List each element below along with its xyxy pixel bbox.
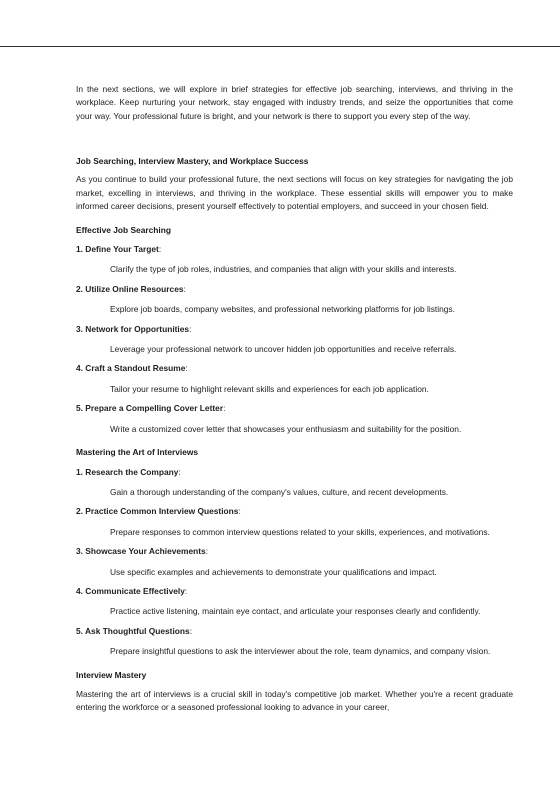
job-search-list (76, 243, 513, 436)
interview-mastery-paragraph: Mastering the art of interviews is a crucial skill in today's competitive job market. Whether you're a recent graduate entering the workforce or a seasoned professional looking to advance in your career, (76, 688, 513, 713)
list-item: 3. Network for Opportunities: Leverage your professional network to uncover hidden job opportunities and receive referrals. (76, 323, 513, 357)
intro-paragraph: In the next sections, we will explore in brief strategies for effective job searching, interviews, and thriving in the workplace. Keep nurturing your network, stay engaged with industry trends, and seize the opportunities that come your way. Your professional future is bright, and your network is there to support you every step of the way. (76, 84, 513, 121)
item-heading: 5. Ask Thoughtful Questions (76, 625, 190, 636)
item-description: Tailor your resume to highlight relevant skills and experiences for each job application. (110, 383, 429, 394)
section-title-job-interview-workplace: Job Searching, Interview Mastery, and Workplace Success (76, 156, 309, 166)
list-item: 5. Prepare a Compelling Cover Letter: Write a customized cover letter that showcases your enthusiasm and suitability for the position. (76, 402, 513, 436)
page-top-rule (0, 46, 560, 47)
document-page (76, 83, 513, 719)
item-description: Explore job boards, company websites, and professional networking platforms for job listings. (110, 304, 455, 315)
interview-list (76, 466, 513, 659)
list-item: 5. Ask Thoughtful Questions: Prepare insightful questions to ask the interviewer about the role, team dynamics, and company vision. (76, 625, 513, 659)
item-heading: 1. Research the Company (76, 466, 179, 477)
item-description: Prepare insightful questions to ask the interviewer about the role, team dynamics, and company vision. (110, 646, 491, 657)
item-heading: 3. Network for Opportunities (76, 323, 190, 334)
list-item: 2. Practice Common Interview Questions: Prepare responses to common interview questions related to your skills, experiences, and motivations. (76, 505, 513, 539)
heading-effective-job-searching: Effective Job Searching (76, 224, 171, 235)
item-heading: 5. Prepare a Compelling Cover Letter (76, 403, 224, 414)
item-description: Leverage your professional network to uncover hidden job opportunities and receive referrals. (110, 344, 457, 355)
list-item: 3. Showcase Your Achievements: Use specific examples and achievements to demonstrate your qualifications and impact. (76, 545, 513, 579)
item-heading: 3. Showcase Your Achievements (76, 546, 206, 557)
list-item: 1. Define Your Target: Clarify the type of job roles, industries, and companies that align with your skills and interests. (76, 243, 513, 277)
item-description: Practice active listening, maintain eye contact, and articulate your responses clearly and confidently. (110, 606, 481, 617)
list-item: 4. Craft a Standout Resume: Tailor your resume to highlight relevant skills and experiences for each job application. (76, 362, 513, 396)
item-description: Gain a thorough understanding of the company's values, culture, and recent developments. (110, 486, 449, 497)
list-item: 4. Communicate Effectively: Practice active listening, maintain eye contact, and articulate your responses clearly and confidently. (76, 585, 513, 619)
intro-block (76, 83, 513, 135)
heading-interview-mastery: Interview Mastery (76, 669, 147, 680)
item-heading: 4. Craft a Standout Resume (76, 363, 186, 374)
item-description: Clarify the type of job roles, industries, and companies that align with your skills and interests. (110, 264, 457, 275)
item-heading: 2. Practice Common Interview Questions (76, 506, 239, 517)
item-description: Write a customized cover letter that showcases your enthusiasm and suitability for the position. (110, 423, 462, 434)
list-item: 1. Research the Company: Gain a thorough understanding of the company's values, culture, and recent developments. (76, 466, 513, 500)
item-description: Use specific examples and achievements to demonstrate your qualifications and impact. (110, 566, 437, 577)
heading-mastering-interviews: Mastering the Art of Interviews (76, 447, 199, 458)
item-heading: 4. Communicate Effectively (76, 585, 185, 596)
list-item: 2. Utilize Online Resources: Explore job boards, company websites, and professional networking platforms for job listings. (76, 283, 513, 317)
section-intro-paragraph: As you continue to build your professional future, the next sections will focus on key strategies for navigating the job market, excelling in interviews, and thriving in the workplace. These essential skills will empower you to make informed career decisions, present yourself effectively to potential employers, and succeed in your chosen field. (76, 174, 513, 212)
item-heading: 2. Utilize Online Resources (76, 283, 184, 294)
item-description: Prepare responses to common interview questions related to your skills, experiences, and motivations. (110, 526, 490, 537)
item-heading: 1. Define Your Target (76, 244, 159, 255)
